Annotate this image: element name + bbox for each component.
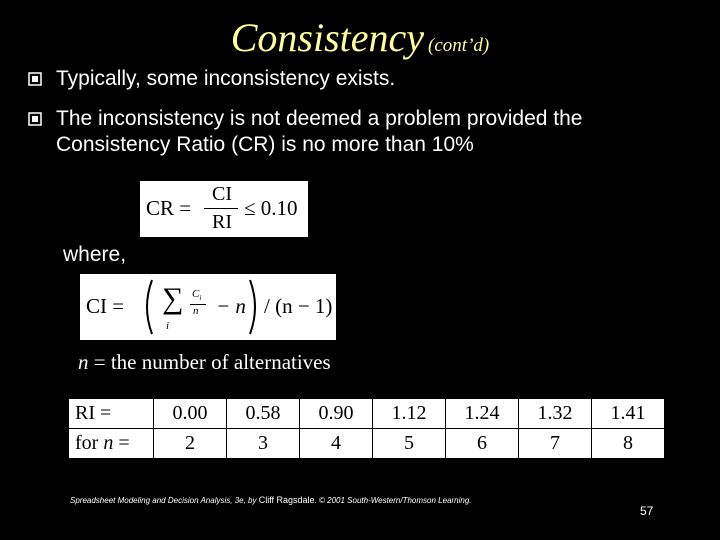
fraction-bar — [204, 208, 238, 209]
ci-minus-n: − n — [216, 294, 246, 318]
n-value: 6 — [446, 429, 519, 459]
footer-author: Cliff Ragsdale — [258, 495, 315, 505]
n-value: 3 — [227, 429, 300, 459]
footer-credit — [70, 495, 472, 505]
bullet-icon — [28, 112, 42, 126]
n-value: 7 — [519, 429, 592, 459]
formula-cr — [140, 181, 308, 237]
n-definition — [78, 350, 331, 375]
ri-value: 1.41 — [592, 399, 665, 429]
where-label: where, — [63, 243, 127, 266]
n-text: = the number of alternatives — [88, 350, 331, 374]
footer-text-2: . © 2001 South-Western/Thomson Learning. — [314, 496, 472, 505]
cr-rhs: ≤ 0.10 — [244, 196, 298, 220]
footer-text-1: Spreadsheet Modeling and Decision Analysis, 3e, by — [70, 496, 259, 505]
ci-lhs: CI = — [86, 294, 125, 318]
n-row-prefix: for — [75, 432, 104, 454]
n-value: 4 — [300, 429, 373, 459]
cr-numerator: CI — [212, 183, 232, 205]
n-value: 5 — [373, 429, 446, 459]
ri-value: 1.32 — [519, 399, 592, 429]
bullet-text-1: Typically, some inconsistency exists. — [56, 67, 396, 90]
bullet-text-2: The inconsistency is not deemed a problem provided the Consistency Ratio (CR) is no more than 10% — [56, 107, 583, 156]
table-row — [69, 399, 664, 429]
ri-value: 0.90 — [300, 399, 373, 429]
cr-denominator: RI — [212, 211, 232, 233]
slide-title — [0, 14, 720, 61]
ri-value: 1.12 — [373, 399, 446, 429]
frac-num-c: C — [192, 288, 200, 300]
title-main: Consistency — [230, 15, 425, 60]
sum-index: i — [166, 320, 170, 332]
frac-numerator — [192, 288, 201, 302]
frac-denominator: n — [193, 305, 199, 317]
ri-table — [69, 399, 664, 458]
sum-icon: ∑ — [162, 282, 184, 315]
ri-value: 0.00 — [154, 399, 227, 429]
n-value: 8 — [623, 432, 633, 454]
n-row-label — [69, 429, 154, 459]
n-var: n — [78, 350, 89, 374]
table-row — [69, 429, 664, 459]
ri-value: 0.58 — [227, 399, 300, 429]
n-row-var: n — [103, 432, 114, 454]
formula-ci — [80, 274, 336, 340]
page-number: 57 — [640, 504, 654, 518]
n-row-suffix: = — [113, 432, 130, 454]
ri-value: 1.24 — [446, 399, 519, 429]
ri-row-label: RI = — [69, 399, 154, 429]
n-value: 2 — [154, 429, 227, 459]
frac-num-sub: i — [199, 294, 202, 303]
ci-rhs: / (n − 1) — [264, 294, 333, 318]
bullet-icon — [28, 72, 42, 86]
cr-lhs: CR = — [146, 196, 192, 220]
title-sub: (cont’d) — [428, 35, 490, 56]
